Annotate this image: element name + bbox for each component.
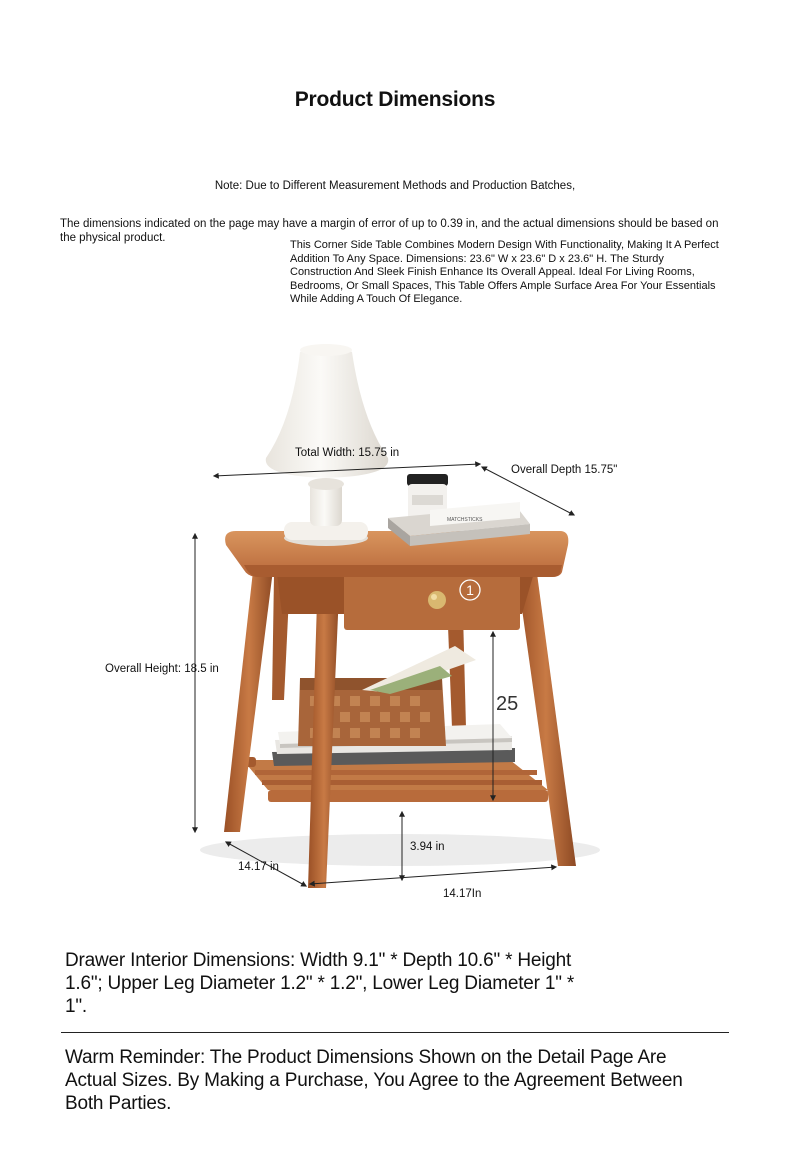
box-label: MATCHSTICKS — [447, 517, 483, 523]
front-right-leg — [516, 566, 576, 866]
total-width-label: Total Width: 15.75 in — [295, 447, 400, 459]
warm-reminder: Warm Reminder: The Product Dimensions Shown on the Detail Page Are Actual Sizes. By Making a Purchase, You Agree to the Agreement Between Both Parties. — [65, 1047, 683, 1114]
drawer-interior-dimensions: Drawer Interior Dimensions: Width 9.1" * Depth 10.6" * Height 1.6"; Upper Leg Diameter 1.2" * 1.2", Lower Leg Diameter 1" * 1". — [65, 950, 575, 1017]
section-divider — [61, 1032, 729, 1033]
shelf-height-label: 25 — [496, 693, 519, 715]
margin-of-error-note: The dimensions indicated on the page may have a margin of error of up to 0.39 in, and the actual dimensions should be based on the physical product. — [60, 218, 719, 244]
overall-depth-label: Overall Depth 15.75" — [511, 464, 618, 476]
page-title: Product Dimensions — [294, 88, 496, 111]
leg-clearance-label: 3.94 in — [410, 841, 445, 853]
base-width-line — [310, 867, 556, 884]
front-left-leg — [224, 562, 274, 832]
drawer-marker-number: 1 — [466, 582, 474, 598]
product-description: This Corner Side Table Combines Modern Design With Functionality, Making It A Perfect Addition To Any Space. Dimensions: 23.6" W x 23.6" D x 23.6" H. The Sturdy Construction And Sleek Finish Enhance Its Overall Appeal. Ideal For Living Rooms, Bedrooms, Or Small Spaces, This Table Offers Ample Surface Area For Your Essentials While Adding A Touch Of Elegance. — [290, 239, 719, 305]
drawer-knob[interactable] — [428, 591, 446, 609]
base-width-label: 14.17In — [443, 888, 482, 900]
measurement-note: Note: Due to Different Measurement Methods and Production Batches, — [214, 180, 576, 192]
base-depth-label: 14.17 in — [238, 861, 279, 873]
overall-height-label: Overall Height: 18.5 in — [105, 663, 219, 675]
table-lamp — [266, 344, 388, 546]
